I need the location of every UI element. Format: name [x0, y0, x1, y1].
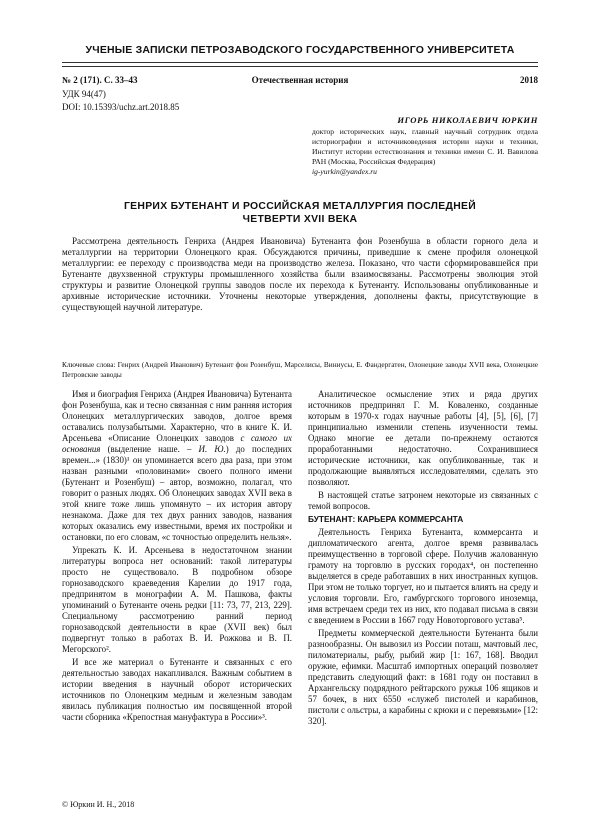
- paragraph: В настоящей статье затронем некоторые из связанных с темой вопросов.: [308, 490, 538, 511]
- title-line: ЧЕТВЕРТИ XVII ВЕКА: [242, 214, 358, 225]
- keywords: Ключевые слова: Генрих (Андрей Иванович) Бутенант фон Розенбуш, Марселисы, Виниусы, Е. Фандергатен, Олонецкие заводы XVII века, Олонецкие Петровские заводы: [62, 360, 538, 379]
- section-name: Отечественная история: [251, 75, 349, 85]
- article-title: [70, 200, 530, 226]
- paragraph: Предметы коммерческой деятельности Бутенанта были разнообразны. Он вывозил из России поташ, мачтовый лес, пиломатериалы, рыбу, рыбий жир [1: 167, 168]. Вводил оружие, ефимки. Масштаб импортных операций позволяет представить следующий факт: в 1681 году он поставил в Архангельску подрядного рейтарского ружья 106 ящиков и 57 бочек, в них 6550 «служеб пистолей и карабинов, пистоли с ольстры, а карабины с крюки и с перевязьми» [12: 320].: [308, 628, 538, 726]
- right-column: [308, 389, 538, 729]
- udc-code: УДК 94(47): [62, 89, 106, 99]
- paragraph: Аналитическое осмысление этих и ряда других источников предпринял Г. М. Коваленко, созданные которым в 1970-х годах научные работы [4], [5], [6], [7] принципиально изменили степень изученности темы. Однако многие ее детали по-прежнему остаются проработанными недостаточно. Сохранившиеся исторические источники, как опубликованные, так и продолжающие выявляться исследователями, сделать это позволяют.: [308, 389, 538, 487]
- journal-title: УЧЕНЫЕ ЗАПИСКИ ПЕТРОЗАВОДСКОГО ГОСУДАРСТВЕННОГО УНИВЕРСИТЕТА: [85, 44, 515, 56]
- copyright: © Юркин И. Н., 2018: [62, 800, 135, 809]
- doi: DOI: 10.15393/uchz.art.2018.85: [62, 102, 180, 112]
- issue-number: № 2 (171). С. 33–43: [62, 75, 138, 85]
- paragraph: [62, 389, 292, 543]
- title-line: ГЕНРИХ БУТЕНАНТ И РОССИЙСКАЯ МЕТАЛЛУРГИЯ ПОСЛЕДНЕЙ: [123, 201, 477, 212]
- author-affiliation: доктор исторических наук, главный научный сотрудник отдела историографии и источниковедения истории науки и техники, Институт истории естествознания и техники имени С. И. Вавилова РАН (Москва, Российская Федерация): [312, 127, 538, 166]
- italic-run: с самого их основания: [62, 433, 293, 454]
- text-run: Имя и биография Генриха (Андрея Ивановича) Бутенанта фон Розенбуша, как и тесно связанная с ним ранняя история Олонецких металлургических заводов, долгое время оставались полузабытыми. Характерно, что в книге К. И. Арсеньева «Описание Олонецких заводов: [62, 389, 292, 443]
- paragraph: И все же материал о Бутенанте и связанных с его деятельностью заводах накапливался. Важным событием в истории введения в научный оборот исторических источников по Олонецким медным и железным заводам явилась публикация полностью им посвященной второй части сборника «Крепостная мануфактура в России»³.: [62, 657, 292, 722]
- left-column: [62, 389, 292, 725]
- author-name: ИГОРЬ НИКОЛАЕВИЧ ЮРКИН: [397, 115, 538, 125]
- paragraph: Упрекать К. И. Арсеньева в недостаточном знании литературы вопроса нет оснований: такой литературы просто не существовало. В подробном обзоре горнозаводского краеведения Карелии до 1917 года, предпринятом в монографии А. М. Пашкова, факты упоминаний о Бутенанте очень редки [11: 73, 77, 213, 229]. Специальному рассмотрению ранний период горнозаводской деятельности в крае (XVII век) был подвергнут только в работах В. И. Рожкова и В. П. Мегорского².: [62, 545, 292, 654]
- section-heading: БУТЕНАНТ: КАРЬЕРА КОММЕРСАНТА: [308, 514, 464, 524]
- author-email[interactable]: ig-yurkin@yandex.ru: [312, 167, 377, 176]
- issue-year: 2018: [520, 75, 538, 85]
- paragraph: Деятельность Генриха Бутенанта, коммерсанта и дипломатического агента, долгое время развивалась преимущественно в торговой сфере. Получив жалованную грамоту на торговлю в русских городах⁴, он постепенно выделяется в среде работавших в них иностранных купцов. При этом не только торгует, но и пытается влиять на среду и условия торговли. Его, гамбургского торгового иноземца, имя встречаем среди тех из них, кто подавал письма в связи с введением в России в 1667 году Новоторгового устава⁵.: [308, 527, 538, 625]
- italic-run: И. Ю.: [198, 444, 226, 454]
- abstract: Рассмотрена деятельность Генриха (Андрея Ивановича) Бутенанта фон Розенбуша в области горного дела и металлургии на территории Олонецкого края. Обсуждаются причины, приведшие к смене профиля олонецкой металлургии: ее переходу с производства меди на производство железа. Показано, что части сформировавшейся при Бутенанте двухзвенной структуры промышленного хозяйства были взаимосвязаны. Рассмотрены эволюция этой структуры и развитие Олонецкой группы заводов после их перехода к Бутенанту. Использованы опубликованные и архивные исторические источники. Уточнены некоторые утверждения, дополнены факты, присутствующие в существующей научной литературе.: [62, 236, 538, 312]
- text-run: ) до последних времен...» (1830)¹ он упоминается всего два раза, при этом назван разными «половинами» своего полного имени (Бутенант и Розенбуш) – автор, возможно, полагал, что говорит о разных людях. Об Олонецких заводах XVII века в этой книге тоже лишь упомянуто – их история автору незнакома. Даже для тех двух ранних заводов, названия которых оказались ему известными, время их постройки и остановки, по его словам, «с точностью определить нельзя».: [62, 444, 292, 542]
- text-run: (выделение наше. –: [100, 444, 199, 454]
- author-block: [312, 115, 538, 177]
- header-rule: [62, 62, 538, 63]
- header-rule-thin: [62, 66, 538, 67]
